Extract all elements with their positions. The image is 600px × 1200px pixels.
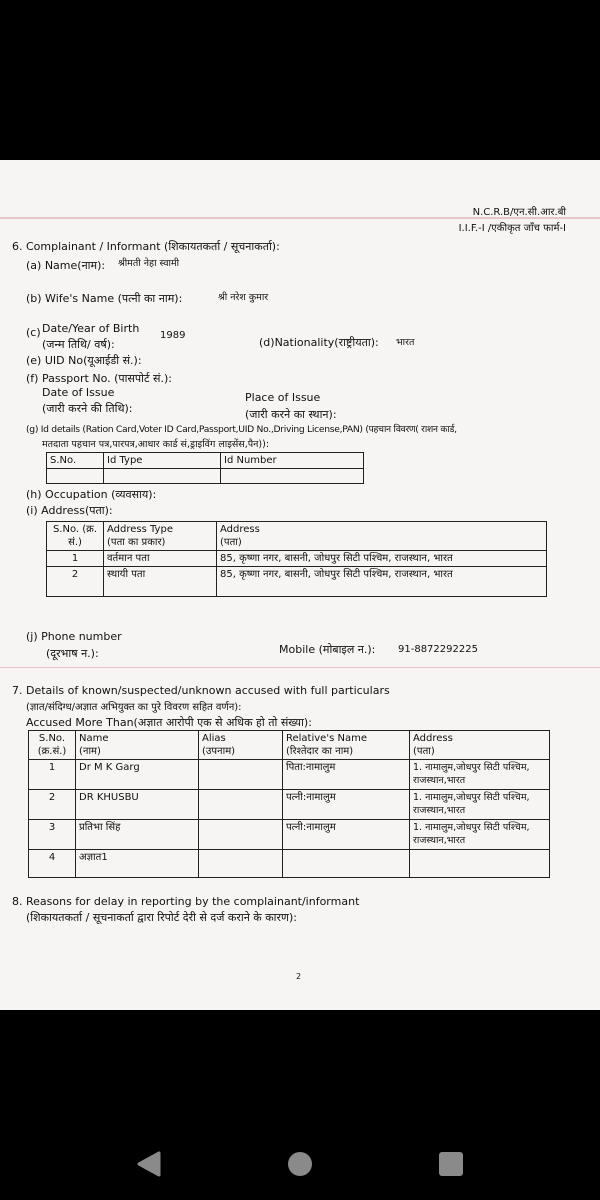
accused-header-alias: Alias (उपनाम): [199, 731, 283, 760]
home-circle-icon[interactable]: [287, 1151, 313, 1181]
accused-header-sno: S.No. (क्र.सं.): [29, 731, 76, 760]
name-label: (a) Name(नाम):: [26, 259, 106, 272]
dob-label-c: (c): [26, 326, 41, 339]
wife-name-value: श्री नरेश कुमार: [218, 292, 269, 303]
section-6-title: 6. Complainant / Informant (शिकायतकर्ता / सूचनाकर्ता):: [12, 240, 280, 253]
address-header-address: Address (पता): [217, 522, 547, 551]
mobile-label: Mobile (मोबाइल न.):: [279, 643, 376, 656]
address-label: (i) Address(पता):: [26, 504, 113, 517]
name-value: श्रीमती नेहा स्वामी: [118, 258, 180, 269]
accused-header-name: Name (नाम): [76, 731, 199, 760]
table-row: 3 प्रतिभा सिंह पत्नी:नामालुम 1. नामालुम,जोधपुर सिटी पश्चिम, राजस्थान,भारत: [29, 820, 550, 850]
accused-more-than: Accused More Than(अज्ञात आरोपी एक से अधिक हो तो संख्या):: [26, 716, 312, 729]
ncrb-code: N.C.R.B/एन.सी.आर.बी: [472, 207, 566, 218]
place-of-issue-label: Place of Issue: [245, 391, 321, 404]
section-8-title: 8. Reasons for delay in reporting by the complainant/informant: [12, 895, 360, 908]
dob-value: 1989: [160, 330, 186, 341]
address-header-type: Address Type (पता का प्रकार): [104, 522, 217, 551]
table-row: 2 स्थायी पता 85, कृष्णा नगर, बासनी, जोधपुर सिटी पश्चिम, राजस्थान, भारत: [47, 567, 547, 597]
pink-divider: [0, 667, 600, 668]
passport-label: (f) Passport No. (पासपोर्ट सं.):: [26, 372, 172, 385]
id-details-label: (g) Id details (Ration Card,Voter ID Card,Passport,UID No.,Driving License,PAN) (पहचान विवरण( राशन कार्ड,: [26, 424, 457, 435]
section-8-title-hindi: (शिकायतकर्ता / सूचनाकर्ता द्वारा रिपोर्ट देरी से दर्ज कराने के कारण):: [26, 911, 297, 924]
table-row: 1 वर्तमान पता 85, कृष्णा नगर, बासनी, जोधपुर सिटी पश्चिम, राजस्थान, भारत: [47, 551, 547, 567]
table-row: 1 Dr M K Garg पिता:नामालुम 1. नामालुम,जोधपुर सिटी पश्चिम, राजस्थान,भारत: [29, 760, 550, 790]
accused-header-address: Address (पता): [410, 731, 550, 760]
section-7-title: 7. Details of known/suspected/unknown accused with full particulars: [12, 684, 390, 697]
dob-label-hindi: (जन्म तिथि/ वर्ष):: [42, 338, 115, 351]
id-table: [46, 452, 364, 484]
phone-label-hindi: (दूरभाष न.):: [46, 647, 99, 660]
accused-table: [28, 730, 550, 878]
phone-label: (j) Phone number: [26, 630, 122, 643]
back-triangle-icon[interactable]: [136, 1151, 162, 1181]
section-7-title-hindi: (ज्ञात/संदिग्ध/अज्ञात अभियुक्त का पुरे विवरण सहित वर्णन):: [26, 702, 242, 713]
table-row: 4 अज्ञात1: [29, 850, 550, 878]
date-of-issue-label: Date of Issue: [42, 386, 115, 399]
form-id: I.I.F.-I /एकीकृत जाँच फार्म-I: [458, 223, 566, 234]
accused-header-relative: Relative's Name (रिश्तेदार का नाम): [283, 731, 410, 760]
place-of-issue-hindi: (जारी करने का स्थान):: [245, 408, 337, 421]
dob-label: Date/Year of Birth: [42, 322, 140, 335]
table-row: 2 DR KHUSBU पत्नी:नामालुम 1. नामालुम,जोधपुर सिटी पश्चिम, राजस्थान,भारत: [29, 790, 550, 820]
nationality-value: भारत: [396, 337, 415, 348]
id-header-sno: S.No.: [47, 453, 104, 469]
address-header-sno: S.No. (क्र. सं.): [47, 522, 104, 551]
wife-name-label: (b) Wife's Name (पत्नी का नाम):: [26, 292, 183, 305]
uid-label: (e) UID No(यूआईडी सं.):: [26, 354, 142, 367]
mobile-value: 91-8872292225: [398, 644, 478, 655]
page-number: 2: [296, 972, 302, 981]
android-nav-bar: [0, 1010, 600, 1200]
occupation-label: (h) Occupation (व्यवसाय):: [26, 488, 157, 501]
nationality-label: (d)Nationality(राष्ट्रीयता):: [259, 336, 379, 349]
id-details-hindi: मतदाता पहचान पत्र,पारपत्र,आधार कार्ड सं,ड्राइविंग लाइसेंस,पैन)):: [42, 439, 270, 450]
id-header-type: Id Type: [104, 453, 221, 469]
document-page: [0, 160, 600, 1010]
date-of-issue-hindi: (जारी करने की तिथि):: [42, 402, 133, 415]
recents-square-icon[interactable]: [438, 1151, 464, 1181]
id-header-number: Id Number: [221, 453, 364, 469]
address-table: [46, 521, 547, 597]
top-black-area: [0, 0, 600, 160]
